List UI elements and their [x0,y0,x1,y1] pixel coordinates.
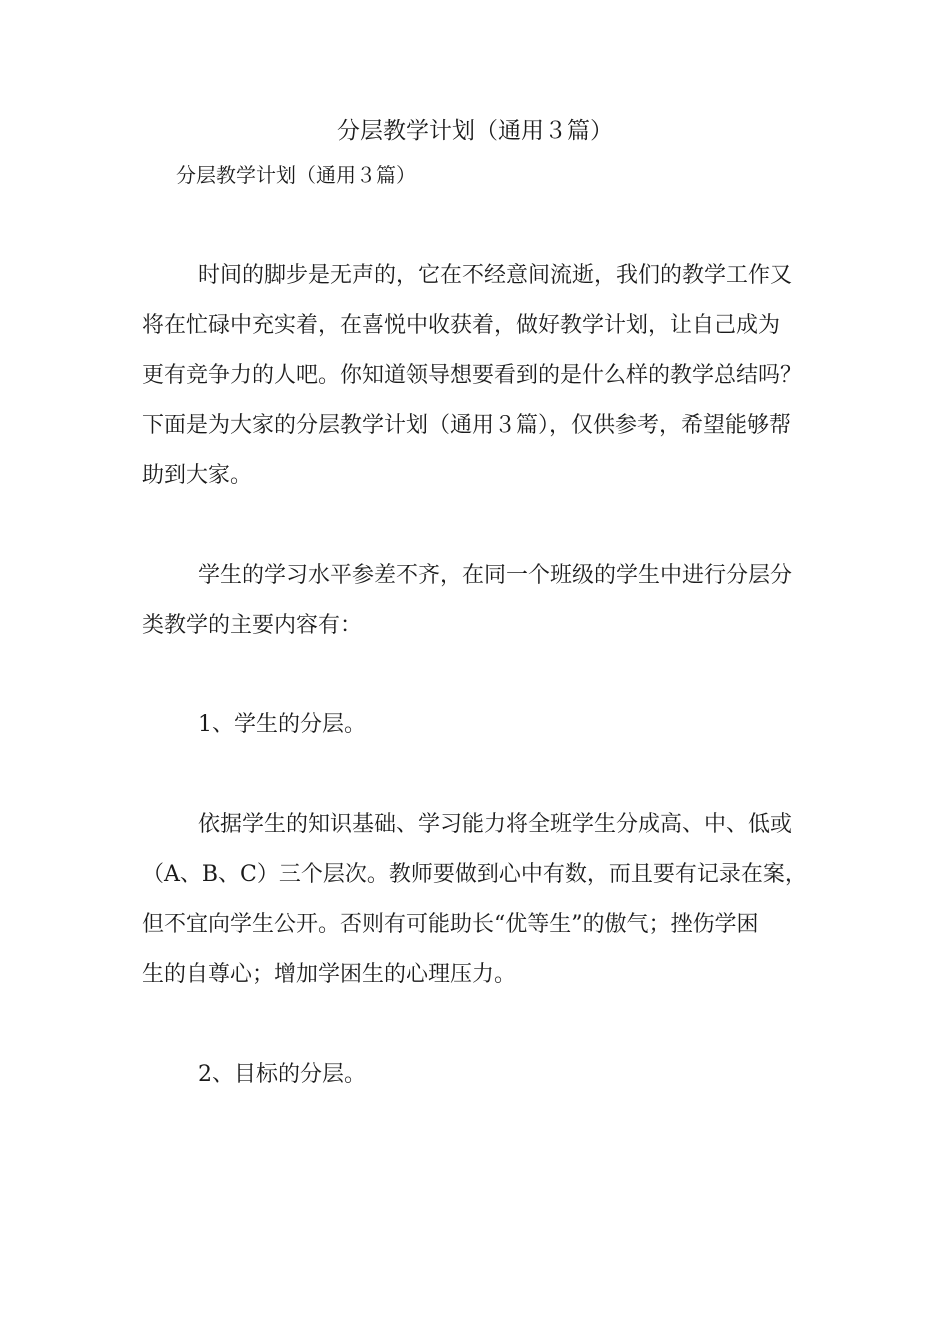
paragraph-line: 但不宜向学生公开。否则有可能助长“优等生”的傲气；挫伤学困 [142,912,759,937]
paragraph-line: 更有竞争力的人吧。你知道领导想要看到的是什么样的教学总结吗？ [142,363,803,388]
document-subtitle: 分层教学计划（通用３篇） [176,163,416,187]
paragraph-line: 下面是为大家的分层教学计划（通用３篇），仅供参考，希望能够帮 [142,413,792,438]
paragraph-line: （A、B、C）三个层次。教师要做到心中有数，而且要有记录在案， [142,862,807,887]
paragraph-line: 类教学的主要内容有： [142,613,363,638]
paragraph-overview [142,551,814,651]
paragraph-student-layering [142,800,814,1000]
paragraph-line: 时间的脚步是无声的，它在不经意间流逝，我们的教学工作又 [198,263,793,288]
paragraph-line: 依据学生的知识基础、学习能力将全班学生分成高、中、低或 [198,812,793,837]
paragraph-line: 学生的学习水平参差不齐，在同一个班级的学生中进行分层分 [198,563,793,588]
paragraph-line: 生的自尊心；增加学困生的心理压力。 [142,962,517,987]
paragraph-intro [142,251,814,501]
paragraph-line: 1、学生的分层。 [198,712,366,737]
paragraph-line: 将在忙碌中充实着，在喜悦中收获着，做好教学计划，让自己成为 [142,313,781,338]
document-title: 分层教学计划（通用３篇） [337,118,613,144]
paragraph-line: 2、目标的分层。 [198,1062,366,1087]
section-heading-student-layering [142,700,814,750]
section-heading-goal-layering [142,1050,814,1100]
paragraph-line: 助到大家。 [142,463,253,488]
